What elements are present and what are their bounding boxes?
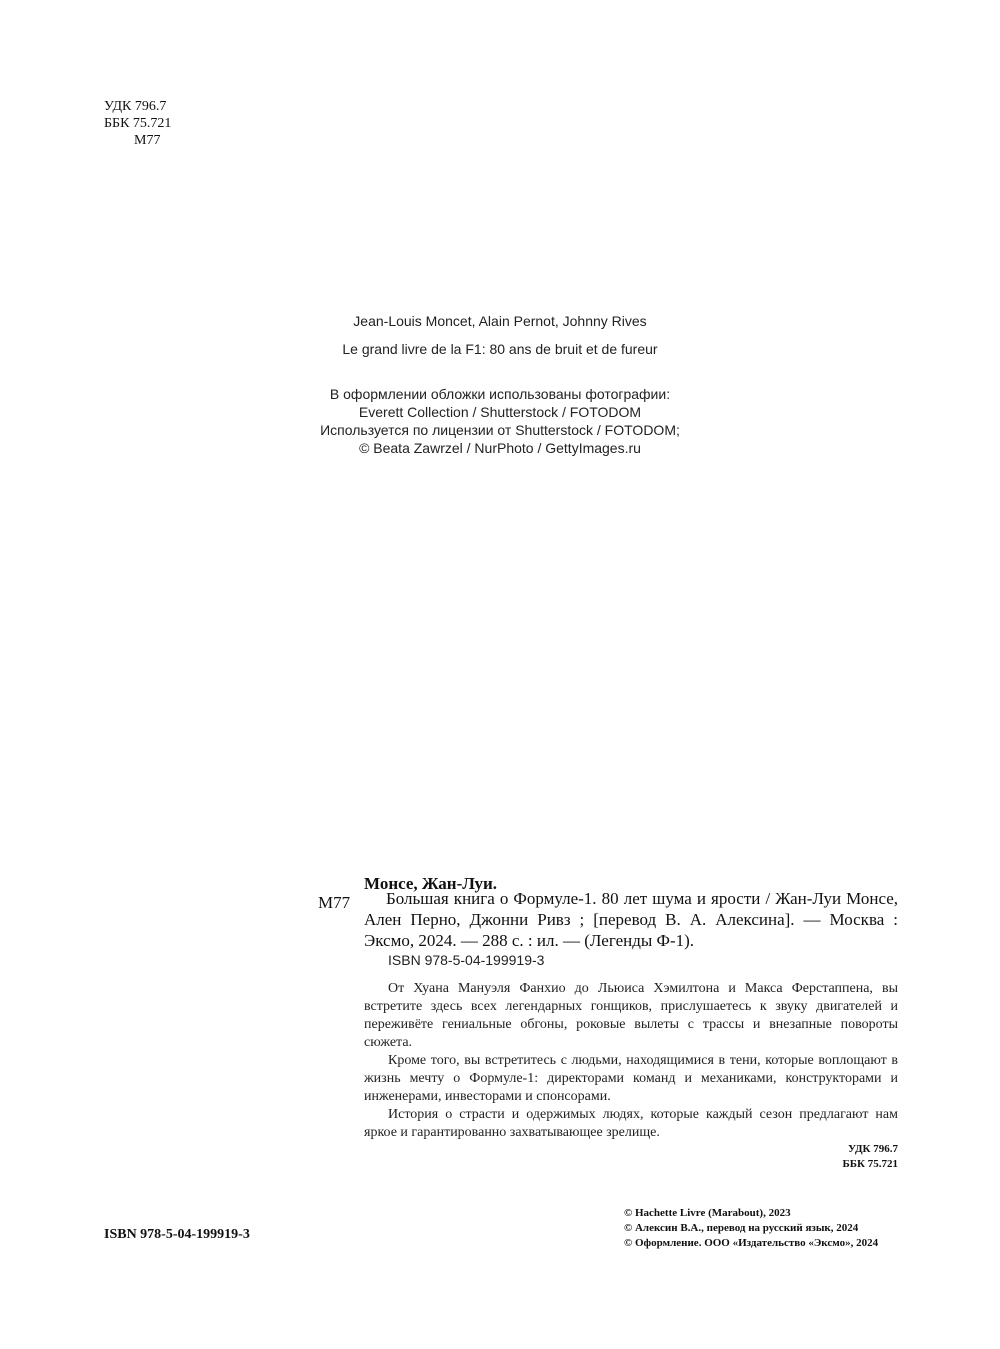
cover-credit-line: В оформлении обложки использованы фотографии: xyxy=(329,386,671,402)
bbk-code: ББК 75.721 xyxy=(104,116,172,131)
bbk-code-bottom: ББК 75.721 xyxy=(842,1158,898,1170)
annotation-paragraph: Кроме того, вы встретитесь с людьми, находящимися в тени, которые воплощают в жизнь мечту о Формуле-1: директорами команд и механиками, конструкторами и инженерами, инвесторами и спонсорами. xyxy=(364,1053,898,1104)
original-authors: Jean-Louis Moncet, Alain Pernot, Johnny Rives xyxy=(353,313,647,329)
cover-credit-line: Everett Collection / Shutterstock / FOTODOM xyxy=(358,404,642,420)
cover-credit-line: Используется по лицензии от Shutterstock / FOTODOM; xyxy=(320,422,680,438)
cover-credit-line: © Beata Zawrzel / NurPhoto / GettyImages.ru xyxy=(359,440,641,456)
classification-codes-bottom xyxy=(760,1142,898,1172)
entry-code: М77 xyxy=(318,893,351,912)
isbn-bottom: ISBN 978-5-04-199919-3 xyxy=(104,1227,250,1242)
cover-credits xyxy=(250,385,750,457)
entry-isbn: ISBN 978-5-04-199919-3 xyxy=(388,952,545,968)
annotation xyxy=(364,980,898,1142)
copyright-line: © Оформление. ООО «Издательство «Эксмо», 2024 xyxy=(624,1237,879,1249)
entry-description: Большая книга о Формуле-1. 80 лет шума и ярости / Жан-Луи Монсе, Ален Перно, Джонни Ривз ; [перевод В. А. Алексина]. — Москва : Эксмо, 2024. — 288 с. : ил. — (Легенды Ф-1). xyxy=(364,889,898,950)
annotation-paragraph: От Хуана Мануэля Фанхио до Льюиса Хэмилтона и Макса Ферстаппена, вы встретите здесь всех легендарных гонщиков, прислушаетесь к звуку двигателей и переживёте гениальные обгоны, роковые вылеты с трассы и внезапные повороты сюжета. xyxy=(364,981,898,1050)
author-mark: М77 xyxy=(134,133,161,148)
annotation-paragraph: История о страсти и одержимых людях, которые каждый сезон предлагают нам яркое и гарантированно захватывающее зрелище. xyxy=(364,1107,898,1140)
classification-codes xyxy=(104,98,171,149)
entry-heading: Монсе, Жан-Луи. xyxy=(364,874,498,893)
copyright-block xyxy=(624,1206,878,1251)
udk-code-bottom: УДК 796.7 xyxy=(847,1143,898,1155)
copyright-line: © Hachette Livre (Marabout), 2023 xyxy=(624,1207,791,1219)
copyright-line: © Алексин В.А., перевод на русский язык, 2024 xyxy=(624,1222,859,1234)
udk-code: УДК 796.7 xyxy=(104,99,167,114)
original-title: Le grand livre de la F1: 80 ans de bruit et de fureur xyxy=(342,341,658,357)
